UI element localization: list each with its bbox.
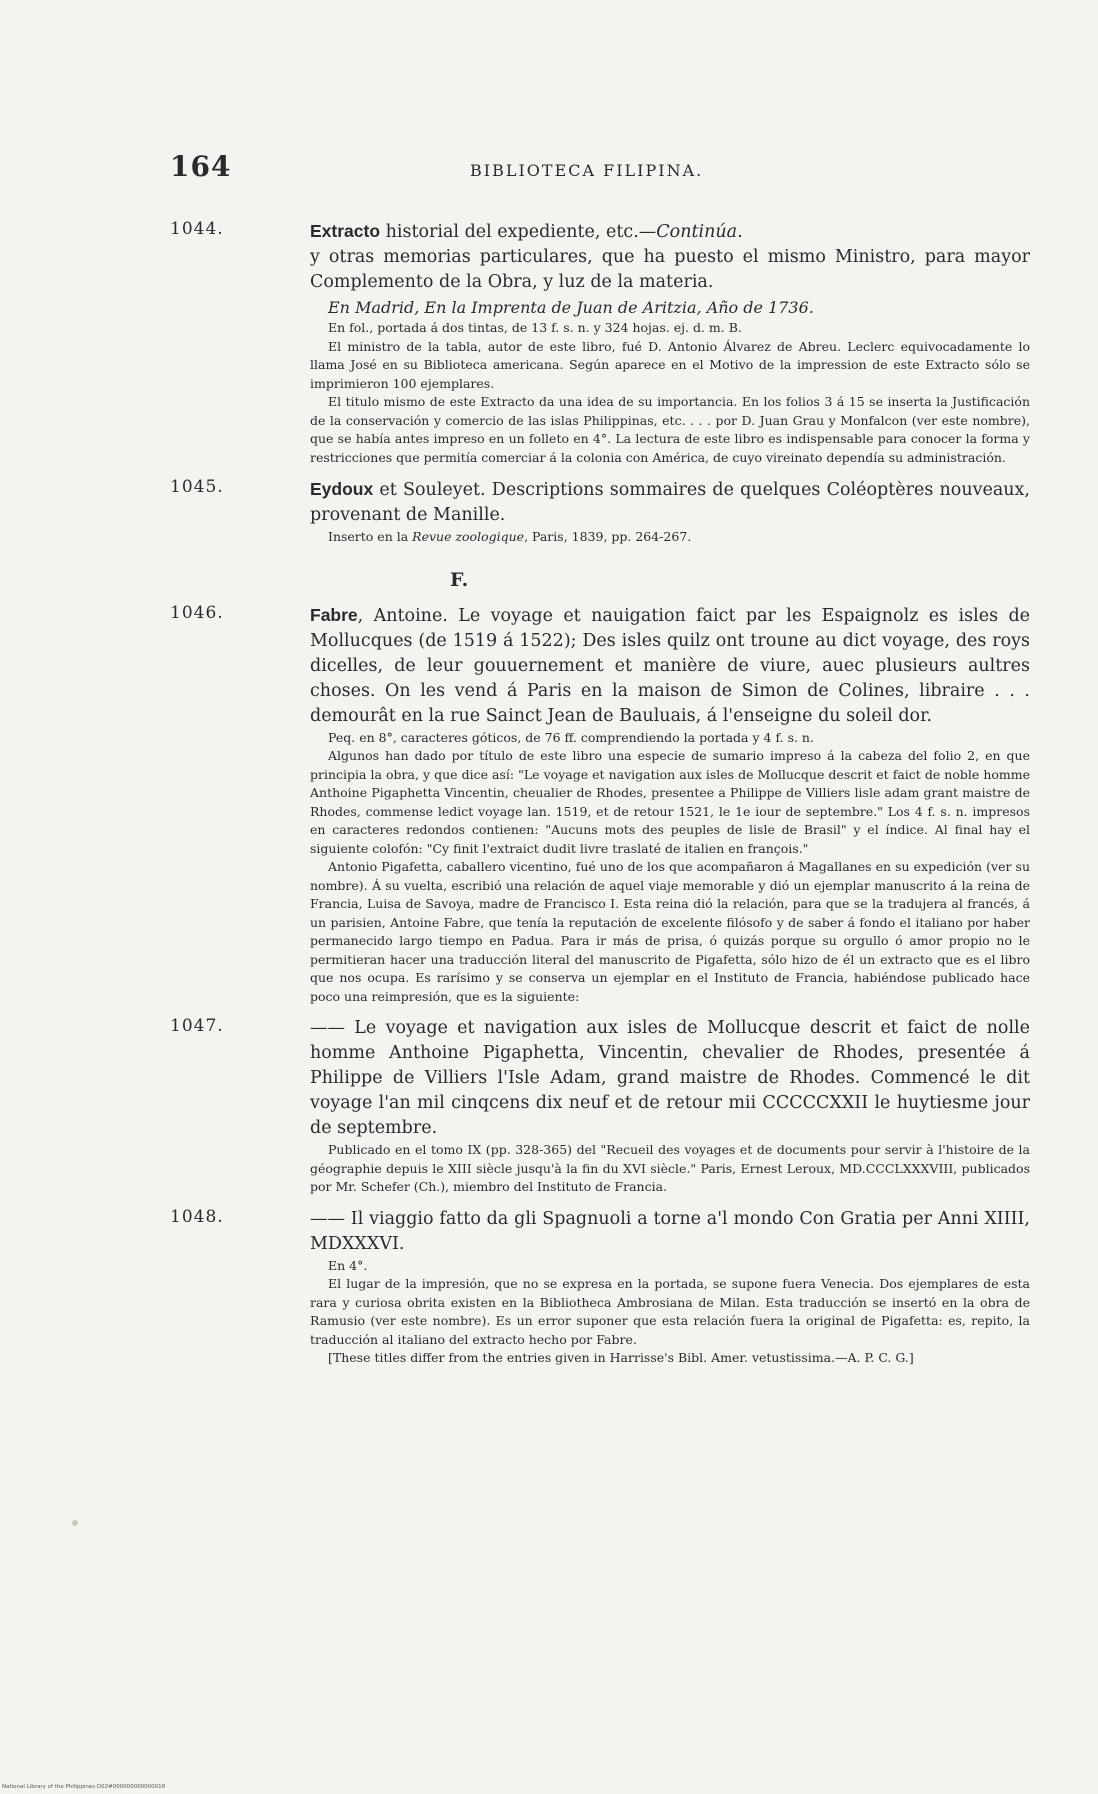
entry-author: Extracto (310, 221, 381, 241)
running-title: BIBLIOTECA FILIPINA. (470, 161, 704, 180)
title-start: historial del expediente, etc.— (380, 222, 657, 242)
entry-note: El lugar de la impresión, que no se expresa en la portada, se supone fuera Venecia. Dos ejemplares de esta rara y curiosa obrita existen en la Bibliotheca Ambrosiana de Milan. Esta traducción se insertó en la obra de Ramusio (ver este nombre). Es un error suponer que esta relación fuera la original de Pigafetta: es, repito, la traducción al italiano del extracto hecho por Fabre. (310, 1276, 1030, 1347)
entry-title (310, 477, 1030, 528)
entry-number: 1045. (170, 477, 224, 497)
entry-note: En fol., portada á dos tintas, de 13 f. s. n. y 324 hojas. ej. d. m. B. (328, 320, 742, 335)
title-continuation: y otras memorias particulares, que ha puesto el mismo Ministro, para mayor Complemento de la Obra, y luz de la materia. (310, 247, 1030, 292)
entry-title (310, 1207, 1030, 1257)
continua-label: Continúa. (656, 222, 743, 242)
entry-1048 (170, 1207, 1030, 1368)
entry-note: Antonio Pigafetta, caballero vicentino, fué uno de los que acompañaron á Magallanes en su expedición (ver su nombre). Á su vuelta, escribió una relación de aquel viaje memorable y dió un ejemplar manuscrito á la reina de Francia, Luisa de Savoya, madre de Francisco I. Esta reina dió la relación, para que se la tradujera al francés, á un parisien, Antoine Fabre, que tenía la reputación de excelente filósofo y de saber á fondo el italiano por haber permanecido largo tiempo en Padua. Para ir más de prisa, ó quizás porque su orgullo ó amor propio no le permitieran hacer una traducción literal del manuscrito de Pigafetta, sólo hizo de él un extracto que es el libro que nos ocupa. Es rarísimo y se conserva un ejemplar en el Instituto de Francia, habiéndose publicado hace poco una reimpresión, que es la siguiente: (310, 859, 1030, 1004)
book-page (170, 150, 1030, 1378)
entry-title-text: , Antoine. Le voyage et nauigation faict par les Espaignolz es isles de Mollucques (de 1519 á 1522); Des isles quilz ont troune au dict voyage, des roys dicelles, de leur gouuernement et manière de viure, auec plusieurs aultres choses. On les vend á Paris en la maison de Simon de Colines, libraire . . . demourât en la rue Sainct Jean de Bauluais, á l'enseigne du soleil dor. (310, 605, 1030, 726)
entry-note (310, 528, 1030, 547)
library-stamp: National Library of the Philippines D02#000000000000018 (2, 1784, 166, 1790)
entry-1047 (170, 1016, 1030, 1197)
entry-title-text: Il viaggio fatto da gli Spagnuoli a torne a'l mondo Con Gratia per Anni XIIII, MDXXXVI. (310, 1208, 1030, 1254)
entry-author: Fabre (310, 604, 358, 625)
entry-note: El ministro de la tabla, autor de este libro, fué D. Antonio Álvarez de Abreu. Leclerc equivocadamente lo llama José en su Biblioteca americana. Según aparece en el Motivo de la impression de este Extracto sólo se imprimieron 100 ejemplares. (310, 338, 1030, 391)
paper-stain (72, 1520, 78, 1526)
entry-number: 1048. (170, 1206, 224, 1227)
entry-number: 1046. (170, 602, 224, 623)
entry-note: En 4°. (328, 1257, 368, 1273)
entry-note: Algunos han dado por título de este libro una especie de sumario impreso á la cabeza del folio 2, en que principia la obra, y que dice así: "Le voyage et navigation aux isles de Mollucque descrit et faict de noble homme Anthoine Pigaphetta Vincentin, cheualier de Rhodes, presentee a Philippe de Villiers lisle adam grant maistre de Rhodes, commense ledict voyage lan. 1519, et de retour 1521, le 1e iour de septembre." Los 4 f. s. n. impresos en caracteres redondos contienen: "Aucuns mots des peuples de lisle de Brasil" y el índice. Al final hay el siguiente colofón: "Cy finit l'extraict dudit livre traslaté de italien en françois." (310, 748, 1030, 856)
entry-1046 (170, 603, 1030, 1007)
entry-author: Eydoux (310, 479, 374, 499)
ditto-dash: —— (310, 1018, 345, 1038)
entry-title (310, 219, 1030, 295)
entry-note: Publicado en el tomo IX (pp. 328-365) del "Recueil des voyages et de documents pour servir à l'histoire de la géographie depuis le XIII siècle jusqu'à la fin du XVI siècle." Paris, Ernest Leroux, MD.CCCLXXXVIII, publicados por Mr. Schefer (Ch.), miembro del Instituto de Francia. (310, 1142, 1030, 1194)
entry-title-text: Le voyage et navigation aux isles de Mollucque descrit et faict de nolle homme Anthoine Pigaphetta, Vincentin, chevalier de Rhodes, presentée á Philippe de Villiers l'Isle Adam, grand maistre de Rhodes. Commencé le dit voyage l'an mil cinqcens dix neuf et de retour mii CCCCCXXII le huytiesme jour de septembre. (310, 1018, 1030, 1138)
entry-imprint: En Madrid, En la Imprenta de Juan de Aritzia, Año de 1736. (328, 298, 814, 317)
entry-note: Peq. en 8°, caracteres góticos, de 76 ff. comprendiendo la portada y 4 f. s. n. (328, 729, 814, 745)
entry-title-text: et Souleyet. Descriptions sommaires de quelques Coléoptères nouveaux, provenant de Manille. (310, 480, 1030, 525)
note-suffix: , Paris, 1839, pp. 264-267. (524, 529, 692, 544)
note-prefix: Inserto en la (328, 529, 413, 544)
entry-note: [These titles differ from the entries given in Harrisse's Bibl. Amer. vetustissima.—A. P. C. G.] (328, 1350, 914, 1365)
entry-note: El titulo mismo de este Extracto da una idea de su importancia. En los folios 3 á 15 se inserta la Justificación de la conservación y comercio de las islas Philippinas, etc. . . . por D. Juan Grau y Monfalcon (ver este nombre), que se había antes impreso en un folleto en 4°. La lectura de este libro es indispensable para conocer la forma y restricciones que permitía comerciar á la colonia con América, de cuyo vireinato dependía su administración. (310, 394, 1030, 465)
entry-title (310, 603, 1030, 729)
page-number: 164 (170, 150, 232, 183)
entry-number: 1047. (170, 1016, 224, 1036)
entry-number: 1044. (170, 219, 224, 239)
journal-name: Revue zoologique (412, 529, 525, 544)
entry-title (310, 1016, 1030, 1141)
section-letter: F. (450, 568, 469, 591)
page-header (170, 150, 1030, 183)
entry-1045 (170, 477, 1030, 547)
ditto-dash: —— (310, 1208, 345, 1229)
entry-1044 (170, 219, 1030, 467)
